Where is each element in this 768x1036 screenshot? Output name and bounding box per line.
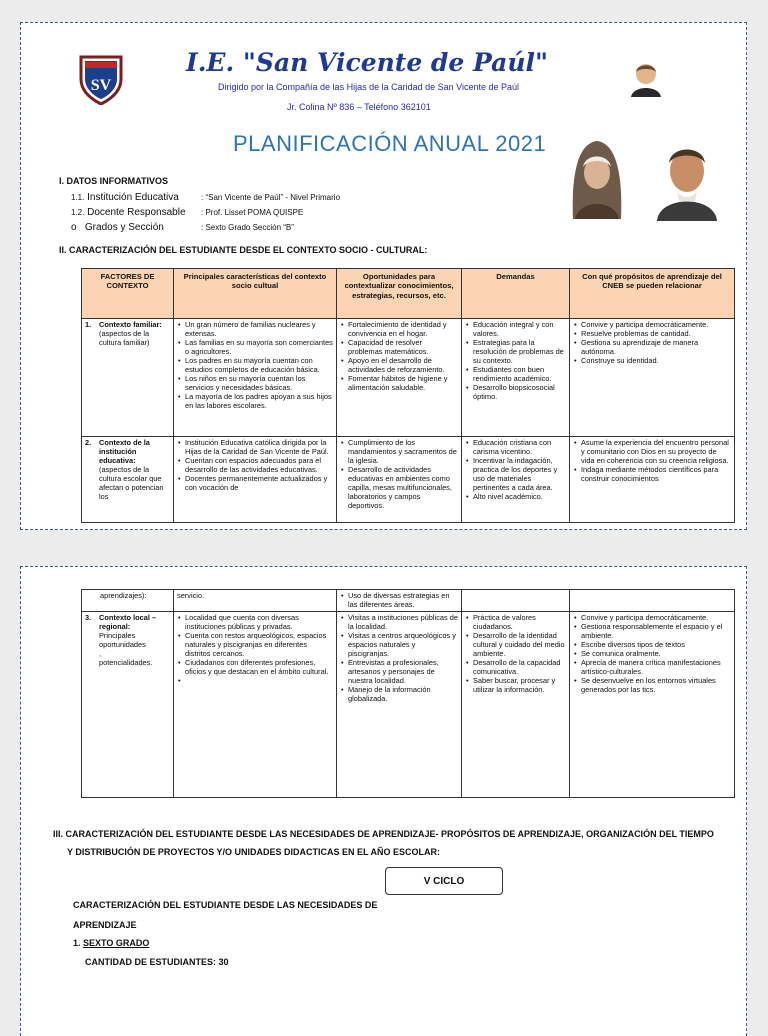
page-1 xyxy=(20,22,747,530)
characteristics-cell-1 xyxy=(174,319,337,437)
list-item: • Asume la experiencia del encuentro personal y comunitario con Dios en su proyecto de vida en coherencia con su creencia religiosa. xyxy=(581,438,731,465)
info-value-institution: : “San Vicente de Paúl” - Nivel Primario xyxy=(201,193,341,202)
list-item: • Cumplimiento de los mandamientos y sacramentos de la iglesia. xyxy=(348,438,458,465)
characteristics-cell-3 xyxy=(174,612,337,798)
header-propositos: Con qué propósitos de aprendizaje del CNEB se pueden relacionar xyxy=(570,269,735,319)
list-item: • Las familias en su mayoría son comerciantes o agricultores. xyxy=(185,338,333,356)
document-title: PLANIFICACIÓN ANUAL 2021 xyxy=(233,131,547,156)
list-item: • Educación integral y con valores. xyxy=(473,320,566,338)
section-2-title: II. CARACTERIZACIÓN DEL ESTUDIANTE DESDE EL CONTEXTO SOCIO - CULTURAL: xyxy=(59,245,428,255)
list-item: • Incentivar la indagación, practica de los deportes y uso de materiales pertinentes a cada área. xyxy=(473,456,566,492)
list-item: • Cuenta con restos arqueológicos, espacios naturales y piscigranjas en diferentes distritos cercanos. xyxy=(185,631,333,658)
list-item: • Educación cristiana con carisma vicentino. xyxy=(473,438,566,456)
info-value-grade: : Sexto Grado Sección “B” xyxy=(201,223,294,232)
list-item: • Fomentar hábitos de higiene y alimentación saludable. xyxy=(348,374,458,392)
school-logo xyxy=(77,53,125,105)
section-3-title-line-1: III. CARACTERIZACIÓN DEL ESTUDIANTE DESDE LAS NECESIDADES DE APRENDIZAJE- PROPÓSITOS DE APRENDIZAJE, ORGANIZACIÓN DEL TIEMPO xyxy=(53,829,714,839)
opportunities-cell-2 xyxy=(337,437,462,523)
list-item: • Los niños en su mayoría cuentan los servicios y necesidades básicas. xyxy=(185,374,333,392)
list-item: • Un gran número de familias nucleares y extensas. xyxy=(185,320,333,338)
list-item: • La mayoría de los padres apoyan a sus hijos en las labores escolares. xyxy=(185,392,333,410)
purposes-cell-1 xyxy=(570,319,735,437)
list-item: • Localidad que cuenta con diversas instituciones públicas y privadas. xyxy=(185,613,333,631)
purposes-cell-2-cont xyxy=(570,590,735,612)
ciclo-box: V CICLO xyxy=(385,867,503,895)
list-item: • Fortalecimiento de identidad y convivencia en el hogar. xyxy=(348,320,458,338)
header-demandas: Demandas xyxy=(462,269,570,319)
opportunities-cell-3 xyxy=(337,612,462,798)
table-row xyxy=(82,612,735,798)
characteristics-cell-2 xyxy=(174,437,337,523)
info-value-teacher: : Prof. Lisset POMA QUISPE xyxy=(201,208,304,217)
list-item: • Desarrollo de actividades educativas en ambientes como capilla, mesas multifuncionales, laboratorios y campos deportivos. xyxy=(348,465,458,510)
characterization-line-1: CARACTERIZACIÓN DEL ESTUDIANTE DESDE LAS NECESIDADES DE xyxy=(73,900,378,910)
student-count: CANTIDAD DE ESTUDIANTES: 30 xyxy=(85,957,229,967)
list-item: • Gestiona su aprendizaje de manera autónoma. xyxy=(581,338,731,356)
section-3-title-line-2: Y DISTRIBUCIÓN DE PROYECTOS Y/O UNIDADES DIDACTICAS EN EL AÑO ESCOLAR: xyxy=(67,847,441,857)
section-1-title: I. DATOS INFORMATIVOS xyxy=(59,176,169,186)
list-item: • Estudiantes con buen rendimiento académico. xyxy=(473,365,566,383)
list-item: • Convive y participa democráticamente. xyxy=(581,613,731,622)
page-2 xyxy=(20,566,747,1036)
list-item: • Capacidad de resolver problemas matemáticos. xyxy=(348,338,458,356)
header-factores: FACTORES DE CONTEXTO xyxy=(82,269,174,319)
table-row xyxy=(82,590,735,612)
saint-vincent-portrait xyxy=(649,135,725,226)
grade-heading: 1. SEXTO GRADO xyxy=(73,938,150,948)
list-item: • Visitas a instituciones públicas de la localidad. xyxy=(348,613,458,631)
list-item: • Institución Educativa católica dirigida por la Hijas de la Caridad de San Vicente de Paúl. xyxy=(185,438,333,456)
school-name: I.E. "San Vicente de Paúl" xyxy=(186,48,549,77)
table-row xyxy=(82,319,735,437)
address: Jr. Colina Nº 836 – Teléfono 362101 xyxy=(287,102,431,112)
list-item: • Alto nivel académico. xyxy=(473,492,566,501)
info-row-teacher: 1.2. Docente Responsable xyxy=(71,207,186,218)
demands-cell-2-cont xyxy=(462,590,570,612)
purposes-cell-3 xyxy=(570,612,735,798)
factor-cell-3: 3. Contexto local – regional: Principales oportunidades , potencialidades. xyxy=(82,612,174,798)
list-item: • Desarrollo de la capacidad comunicativa. xyxy=(473,658,566,676)
list-item: • Se comunica oralmente. xyxy=(581,649,731,658)
info-row-grade: o Grados y Sección xyxy=(71,222,164,233)
characteristics-cell-2-cont: servicio. xyxy=(174,590,337,612)
list-item: • Cuentan con espacios adecuados para el desarrollo de las actividades educativas. xyxy=(185,456,333,474)
factor-cell-2: 2. Contexto de la institución educativa: (aspectos de la cultura escolar que afectan o potencian los xyxy=(82,437,174,523)
list-item: • Saber buscar, procesar y utilizar la información. xyxy=(473,676,566,694)
context-table-part-1 xyxy=(81,268,735,523)
purposes-cell-2 xyxy=(570,437,735,523)
factor-cell-2-cont: aprendizajes): xyxy=(82,590,174,612)
list-item: • Desarrollo de la identidad cultural y cuidado del medio ambiente. xyxy=(473,631,566,658)
opportunities-cell-2-cont xyxy=(337,590,462,612)
nun-portrait xyxy=(561,131,633,224)
table-row xyxy=(82,437,735,523)
list-item: • Se desenvuelve en los entornos virtuales generados por las tics. xyxy=(581,676,731,694)
characterization-line-2: APRENDIZAJE xyxy=(73,920,137,930)
list-item: • Los padres en su mayoría cuentan con estudios completos de educación básica. xyxy=(185,356,333,374)
factor-cell-1: 1. Contexto familiar: (aspectos de la cultura familiar) xyxy=(82,319,174,437)
demands-cell-2 xyxy=(462,437,570,523)
list-item: • Construye su identidad. xyxy=(581,356,731,365)
list-item: • Docentes permanentemente actualizados y con vocación de xyxy=(185,474,333,492)
demands-cell-1 xyxy=(462,319,570,437)
saint-portrait-small xyxy=(627,59,665,102)
list-item: • Práctica de valores ciudadanos. xyxy=(473,613,566,631)
list-item: • Entrevistas a profesionales, artesanos y personajes de nuestra localidad. xyxy=(348,658,458,685)
list-item: • Convive y participa democráticamente. xyxy=(581,320,731,329)
list-item: • Aprecia de manera crítica manifestaciones artístico-culturales. xyxy=(581,658,731,676)
context-table-part-2 xyxy=(81,589,735,798)
demands-cell-3 xyxy=(462,612,570,798)
list-item: • Gestiona responsablemente el espacio y el ambiente. xyxy=(581,622,731,640)
logo-text: SV xyxy=(90,77,112,94)
opportunities-cell-1 xyxy=(337,319,462,437)
list-item: • Manejo de la información globalizada. xyxy=(348,685,458,703)
list-item: • Desarrollo biopsicosocial óptimo. xyxy=(473,383,566,401)
directed-by: Dirigido por la Compañía de las Hijas de la Caridad de San Vicente de Paúl xyxy=(218,82,520,92)
list-item: • Uso de diversas estrategias en las diferentes áreas. xyxy=(348,591,458,609)
header-caracteristicas: Principales características del contexto socio cultual xyxy=(174,269,337,319)
list-item: • Apoyo en el desarrollo de actividades de reforzamiento. xyxy=(348,356,458,374)
table-header-row xyxy=(82,269,735,319)
list-item: • Resuelve problemas de cantidad. xyxy=(581,329,731,338)
list-item: • Indaga mediante métodos científicos para construir conocimientos xyxy=(581,465,731,483)
list-item: • Visitas a centros arqueológicos y espacios naturales y piscigranjas. xyxy=(348,631,458,658)
list-item: • Escribe diversos tipos de textos xyxy=(581,640,731,649)
list-item: • Ciudadanos con diferentes profesiones, oficios y que destacan en el ámbito cultural. xyxy=(185,658,333,676)
info-row-institution: 1.1. Institución Educativa xyxy=(71,192,179,203)
header-oportunidades: Oportunidades para contextualizar conocimientos, estrategias, recursos, etc. xyxy=(337,269,462,319)
list-item: • Estrategias para la resolución de problemas de su contexto. xyxy=(473,338,566,365)
